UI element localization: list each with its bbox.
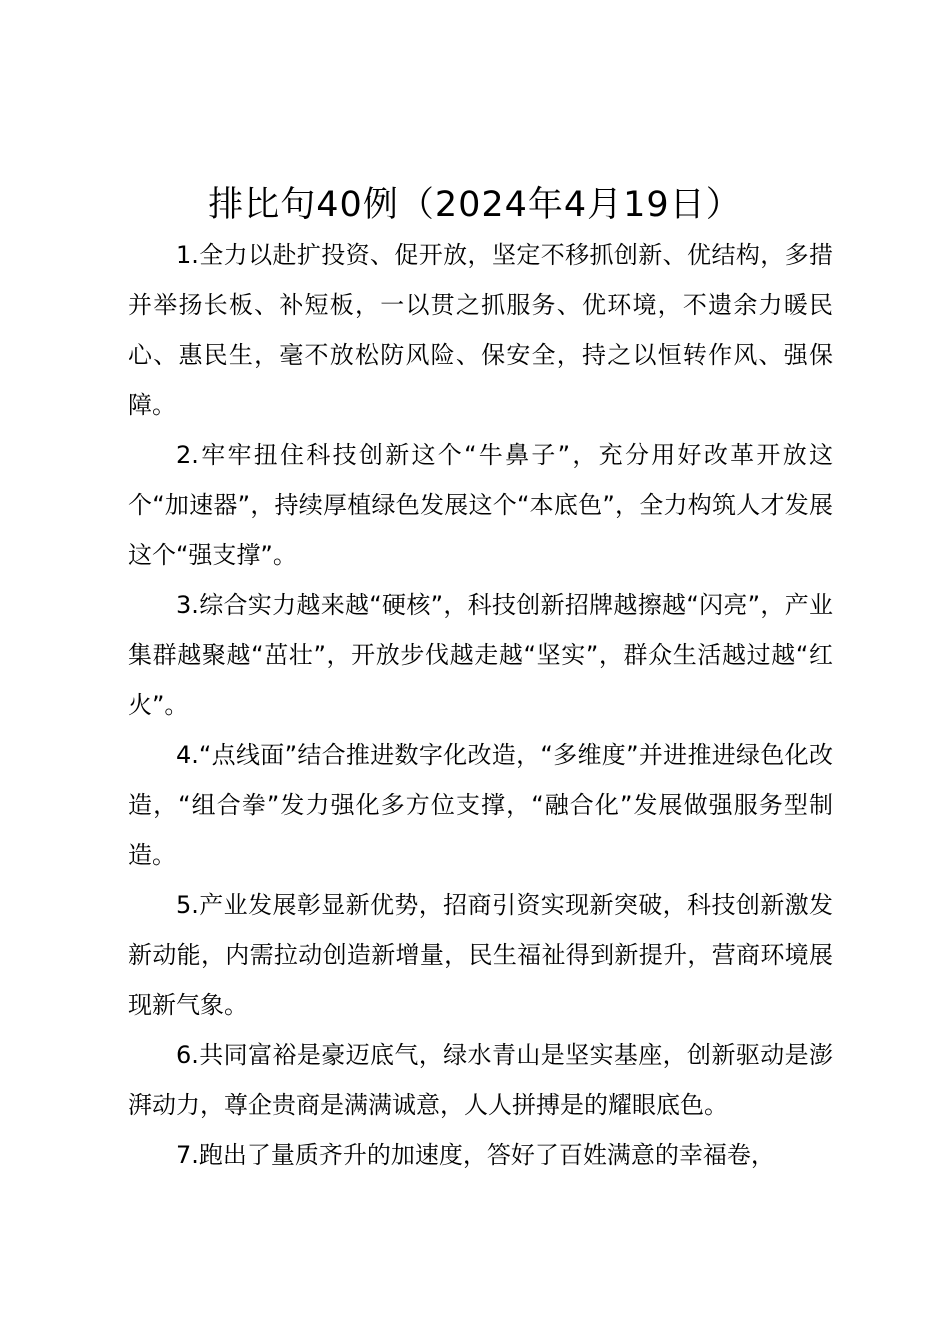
paragraph-1: 1.全力以赴扩投资、促开放，坚定不移抓创新、优结构，多措并举扬长板、补短板，一以贯之抓服务、优环境，不遗余力暖民心、惠民生，毫不放松防风险、保安全，持之以恒转作风、强保障。 bbox=[128, 241, 833, 419]
paragraph-5: 5.产业发展彰显新优势，招商引资实现新突破，科技创新激发新动能，内需拉动创造新增量，民生福祉得到新提升，营商环境展现新气象。 bbox=[128, 891, 833, 1019]
document-body bbox=[128, 230, 833, 1180]
paragraph-2: 2.牢牢扭住科技创新这个“牛鼻子”，充分用好改革开放这个“加速器”，持续厚植绿色发展这个“本底色”，全力构筑人才发展这个“强支撑”。 bbox=[128, 441, 833, 569]
document-title: 排比句40例（2024年4月19日） bbox=[208, 185, 742, 225]
paragraph-3: 3.综合实力越来越“硬核”，科技创新招牌越擦越“闪亮”，产业集群越聚越“茁壮”，开放步伐越走越“坚实”，群众生活越过越“红火”。 bbox=[128, 591, 833, 719]
paragraph-7: 7.跑出了量质齐升的加速度，答好了百姓满意的幸福卷， bbox=[176, 1141, 775, 1169]
paragraph-4: 4.“点线面”结合推进数字化改造，“多维度”并进推进绿色化改造，“组合拳”发力强化多方位支撑，“融合化”发展做强服务型制造。 bbox=[128, 741, 833, 869]
paragraph-6: 6.共同富裕是豪迈底气，绿水青山是坚实基座，创新驱动是澎湃动力，尊企贵商是满满诚意，人人拼搏是的耀眼底色。 bbox=[128, 1041, 833, 1119]
